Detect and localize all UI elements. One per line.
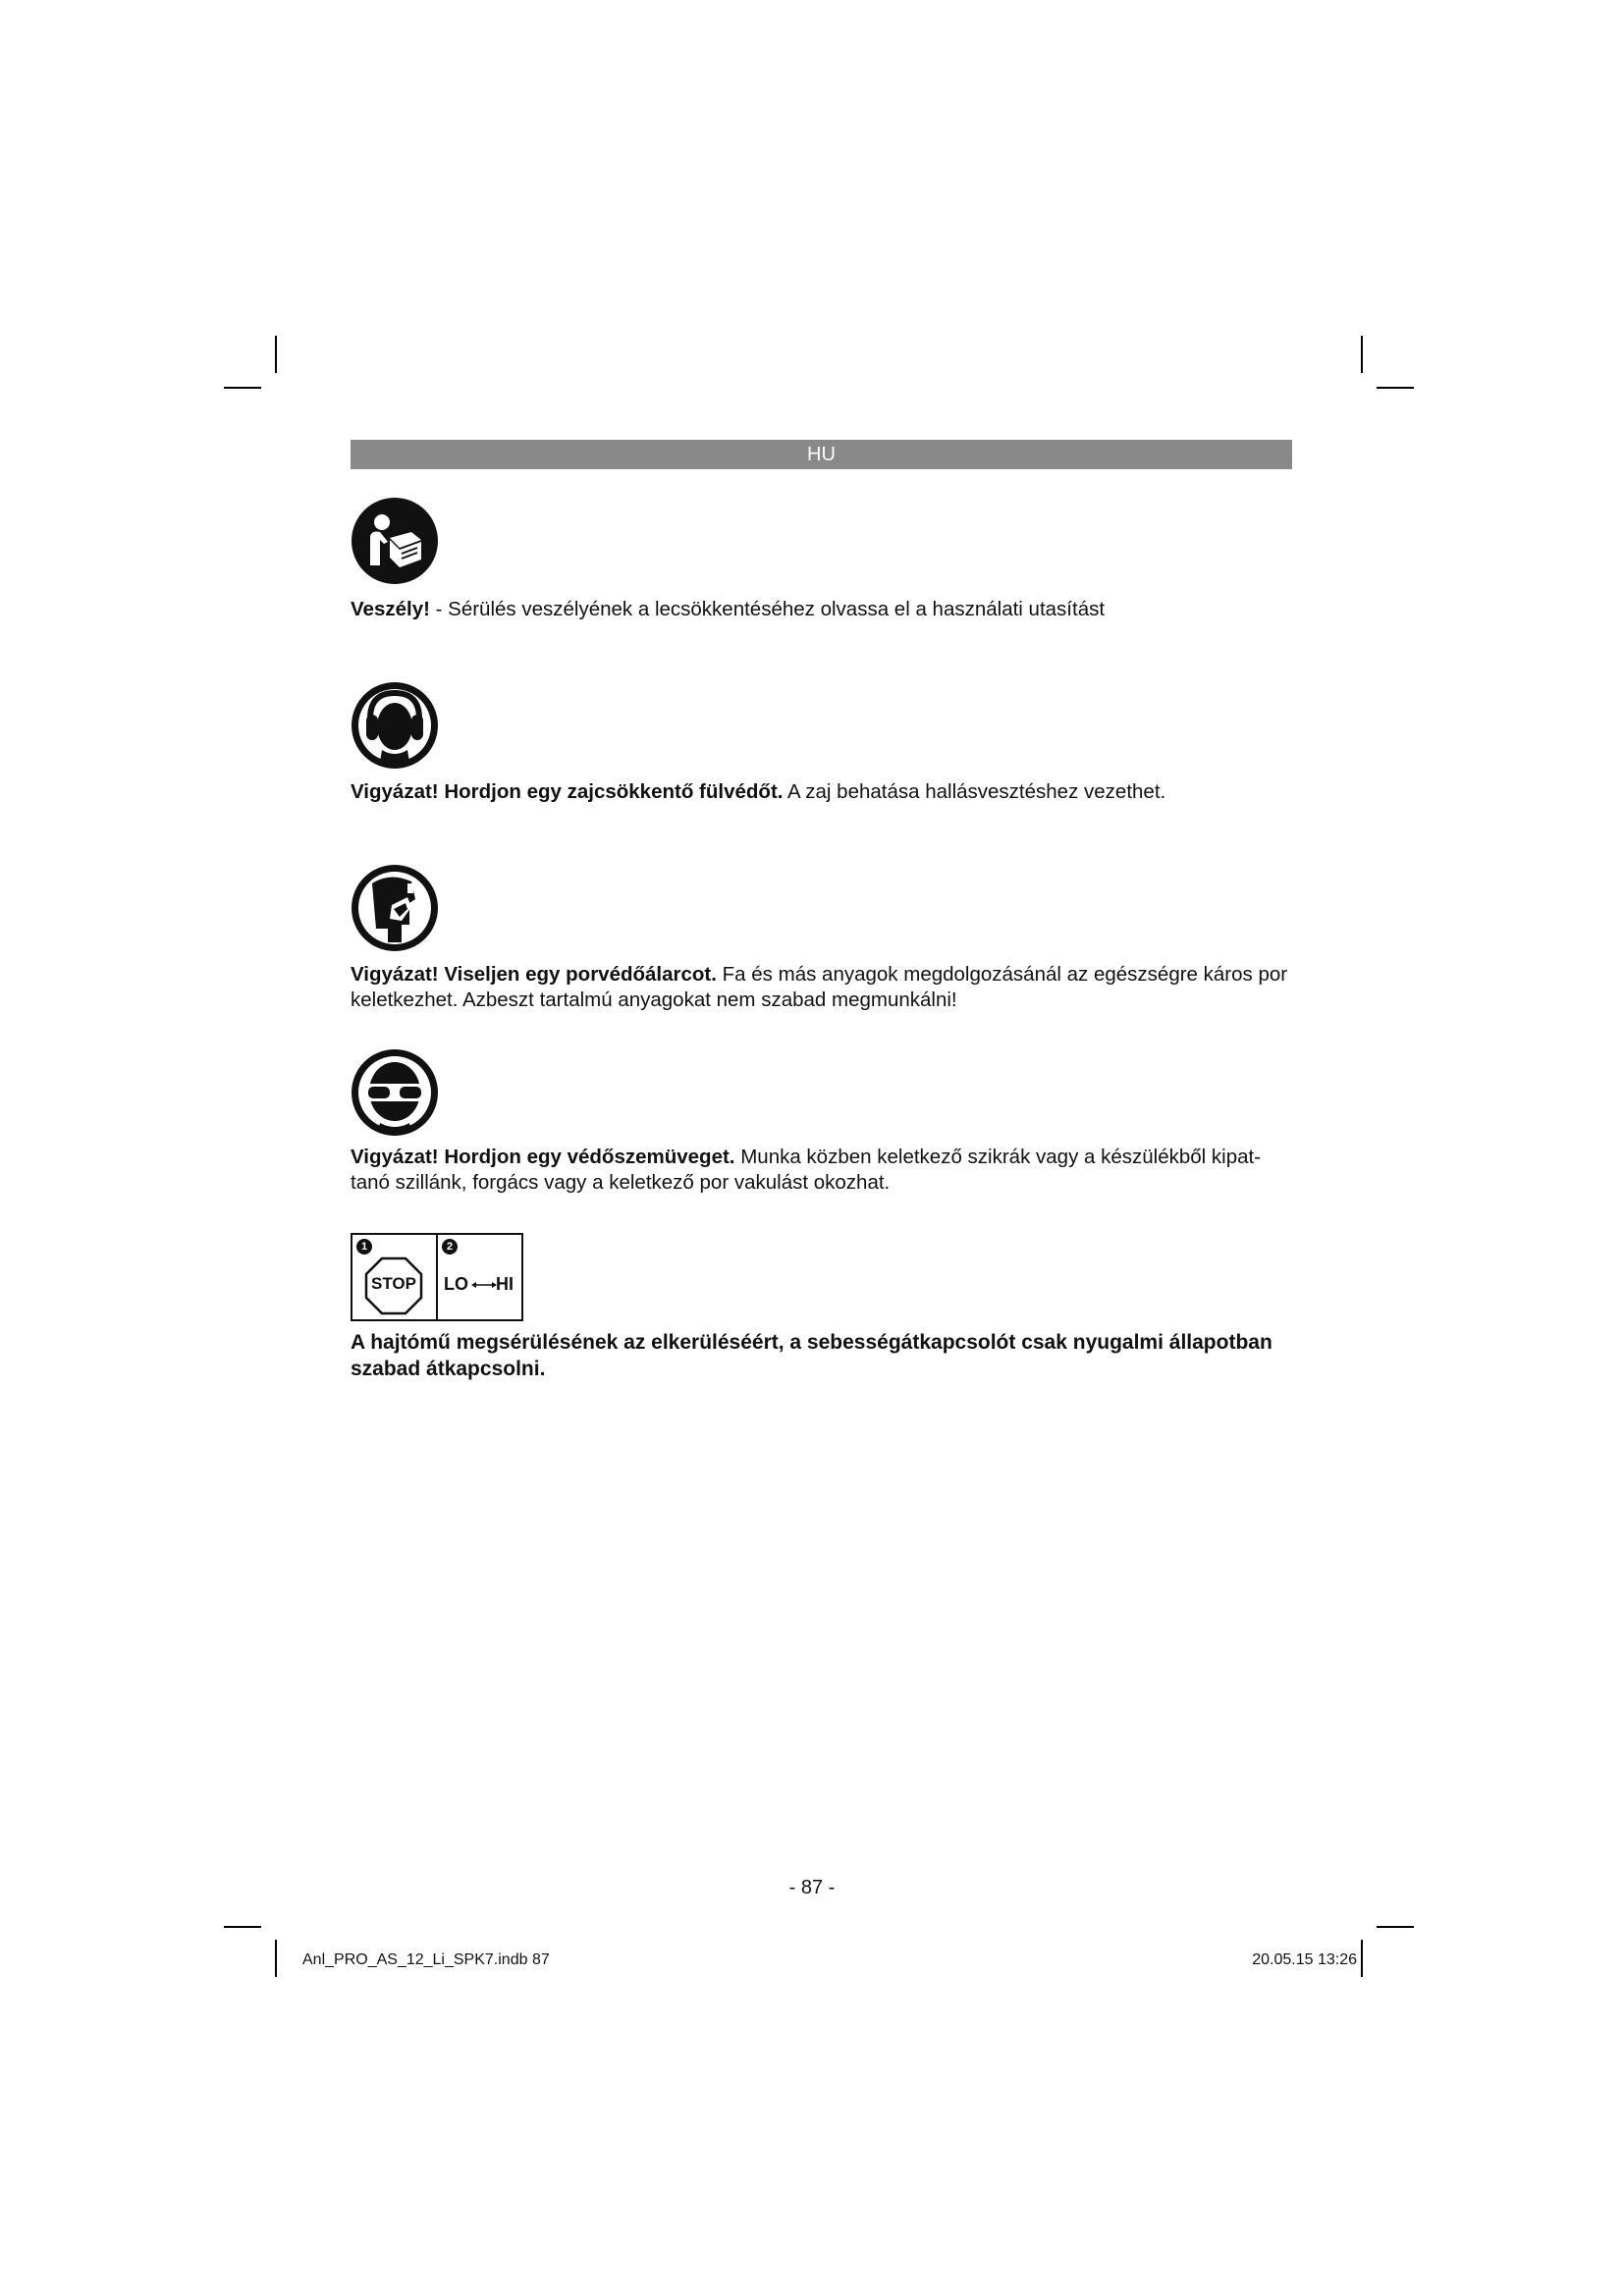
warning-bold: Veszély! — [351, 598, 430, 620]
crop-mark — [1361, 336, 1363, 373]
figure-divider — [436, 1235, 438, 1319]
speed-switch-figure — [351, 1233, 523, 1321]
crop-mark — [224, 387, 261, 389]
figure-badge-2: 2 — [442, 1239, 458, 1255]
switch-warning: A hajtómű megsérülésének az elkerüléséért, a sebességátkapcsolót csak nyugalmi állapotban szabad átkapcsolni. — [351, 1331, 1272, 1380]
warning-ear-protection — [351, 779, 1293, 805]
double-arrow-icon — [471, 1278, 497, 1292]
hi-label: HI — [496, 1274, 514, 1294]
warning-safety-glasses — [351, 1145, 1293, 1196]
warning-dust-mask — [351, 962, 1293, 1013]
crop-mark — [275, 1940, 277, 1977]
lo-label: LO — [444, 1274, 468, 1294]
footer-timestamp: 20.05.15 13:26 — [1252, 1951, 1357, 1968]
read-manual-icon — [351, 497, 439, 585]
warning-text: Fa és más anyagok megdolgozásánál az egészségre káros por keletkezhet. Azbeszt tartalmú anyagokat nem szabad megmunkálni! — [351, 963, 1288, 1011]
figure-badge-1: 1 — [356, 1239, 372, 1255]
warning-bold: Vigyázat! Hordjon egy védőszemüveget. — [351, 1146, 735, 1168]
warning-bold: Vigyázat! Viseljen egy porvédőálarcot. — [351, 963, 717, 986]
page-number: - 87 - — [788, 1877, 836, 1898]
safety-glasses-icon — [351, 1048, 439, 1137]
language-label: HU — [807, 444, 836, 465]
stop-label: STOP — [371, 1274, 416, 1293]
footer-filename: Anl_PRO_AS_12_Li_SPK7.indb 87 — [302, 1951, 550, 1968]
ear-protection-icon — [351, 681, 439, 770]
warning-text: - Sérülés veszélyének a lecsökkentéséhez olvassa el a használati utasítást — [429, 598, 1106, 620]
warning-bold: Vigyázat! Hordjon egy zajcsökkentő fülvédőt. — [351, 780, 784, 803]
dust-mask-icon — [351, 864, 439, 952]
warning-read-manual — [351, 597, 1293, 622]
crop-mark — [1361, 1940, 1363, 1977]
crop-mark — [1377, 387, 1414, 389]
warning-text: A zaj behatása hallásvesztéshez vezethet. — [783, 780, 1166, 803]
warning-text: Munka közben keletkező szikrák vagy a készülékből kipattanó szillánk, forgács vagy a keletkező por vakulást okozhat. — [351, 1146, 1262, 1194]
crop-mark — [224, 1926, 261, 1928]
crop-mark — [275, 336, 277, 373]
crop-mark — [1377, 1926, 1414, 1928]
language-header-bar — [351, 440, 1292, 469]
